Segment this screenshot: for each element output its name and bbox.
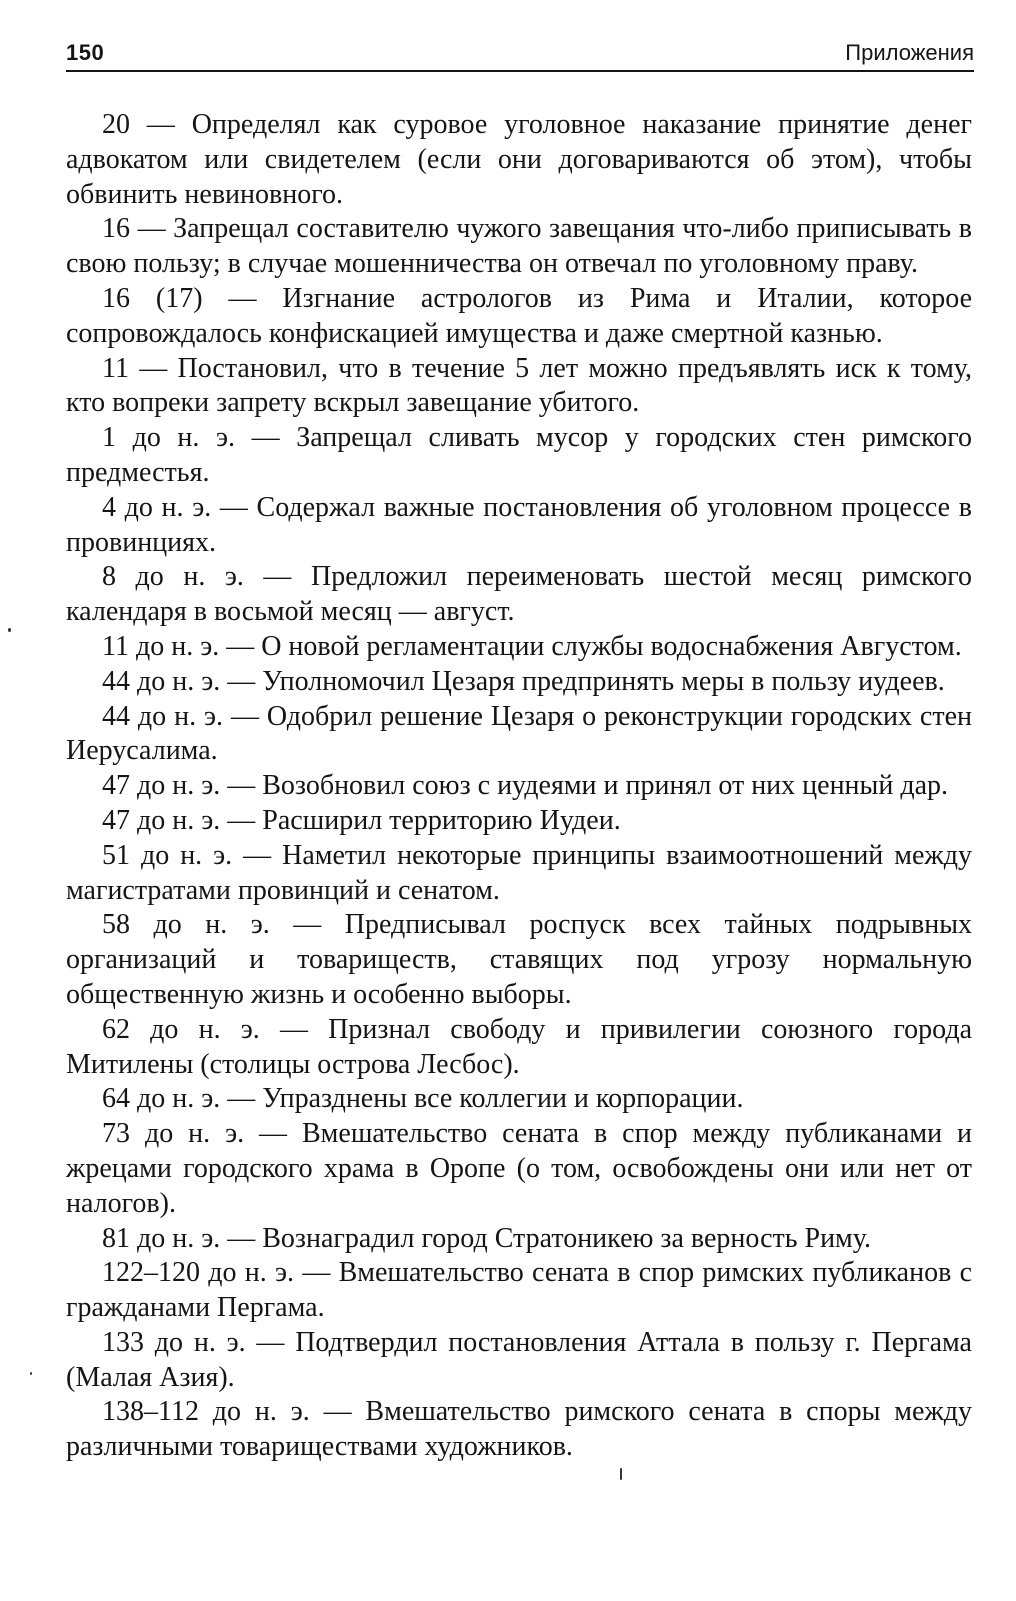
list-item: 4 до н. э. — Содержал важные постановления об уголовном процессе в провинциях. bbox=[66, 491, 972, 558]
list-item: 51 до н. э. — Наметил некоторые принципы взаимоотношений между магистратами провинций и сенатом. bbox=[66, 839, 972, 906]
list-item: 133 до н. э. — Подтвердил постановления Аттала в пользу г. Пергама (Малая Азия). bbox=[66, 1326, 972, 1393]
list-item: 16 (17) — Изгнание астрологов из Рима и Италии, которое сопровождалось конфискацией имущества и даже смертной казнью. bbox=[66, 282, 972, 349]
scan-speck bbox=[30, 1372, 32, 1375]
list-item: 8 до н. э. — Предложил переименовать шестой месяц римского календаря в восьмой месяц — август. bbox=[66, 561, 972, 628]
list-item: 11 — Постановил, что в течение 5 лет можно предъявлять иск к тому, кто вопреки запрету вскрыл завещание убитого. bbox=[66, 352, 972, 419]
list-item: 62 до н. э. — Признал свободу и привилегии союзного города Митилены (столицы острова Лесбос). bbox=[66, 1013, 972, 1080]
page-number: 150 bbox=[66, 40, 105, 65]
list-item: 47 до н. э. — Расширил территорию Иудеи. bbox=[102, 804, 621, 836]
list-item: 47 до н. э. — Возобновил союз с иудеями и принял от них ценный дар. bbox=[102, 770, 949, 802]
list-item: 73 до н. э. — Вмешательство сената в спор между публиканами и жрецами городского храма в Оропе (о том, освобождены они или нет от налогов). bbox=[66, 1118, 972, 1219]
list-item: 16 — Запрещал составителю чужого завещания что-либо приписывать в свою пользу; в случае мошенничества он отвечал по уголовному праву. bbox=[66, 213, 972, 280]
list-item: 81 до н. э. — Вознаградил город Стратоникею за верность Риму. bbox=[102, 1222, 871, 1254]
body-text bbox=[66, 108, 972, 1465]
list-item: 11 до н. э. — О новой регламентации службы водоснабжения Августом. bbox=[102, 630, 962, 662]
list-item: 20 — Определял как суровое уголовное наказание принятие денег адвокатом или свидетелем (если они договариваются об этом), чтобы обвинить невиновного. bbox=[66, 109, 972, 210]
list-item: 64 до н. э. — Упразднены все коллегии и корпорации. bbox=[102, 1083, 744, 1115]
scan-speck bbox=[620, 1468, 622, 1480]
list-item: 58 до н. э. — Предписывал роспуск всех тайных подрывных организаций и товариществ, ставящих под угрозу нормальную общественную жизнь и особенно выборы. bbox=[66, 909, 972, 1010]
section-title: Приложения bbox=[845, 40, 974, 65]
list-item: 122–120 до н. э. — Вмешательство сената в спор римских публиканов с гражданами Пергама. bbox=[66, 1257, 972, 1324]
list-item: 138–112 до н. э. — Вмешательство римского сената в споры между различными товариществами художников. bbox=[66, 1396, 972, 1463]
list-item: 1 до н. э. — Запрещал сливать мусор у городских стен римского предместья. bbox=[66, 422, 972, 488]
running-header bbox=[66, 36, 974, 72]
list-item: 44 до н. э. — Уполномочил Цезаря предпринять меры в пользу иудеев. bbox=[102, 665, 945, 697]
list-item: 44 до н. э. — Одобрил решение Цезаря о реконструкции городских стен Иерусалима. bbox=[66, 700, 972, 767]
scan-speck bbox=[8, 628, 11, 632]
